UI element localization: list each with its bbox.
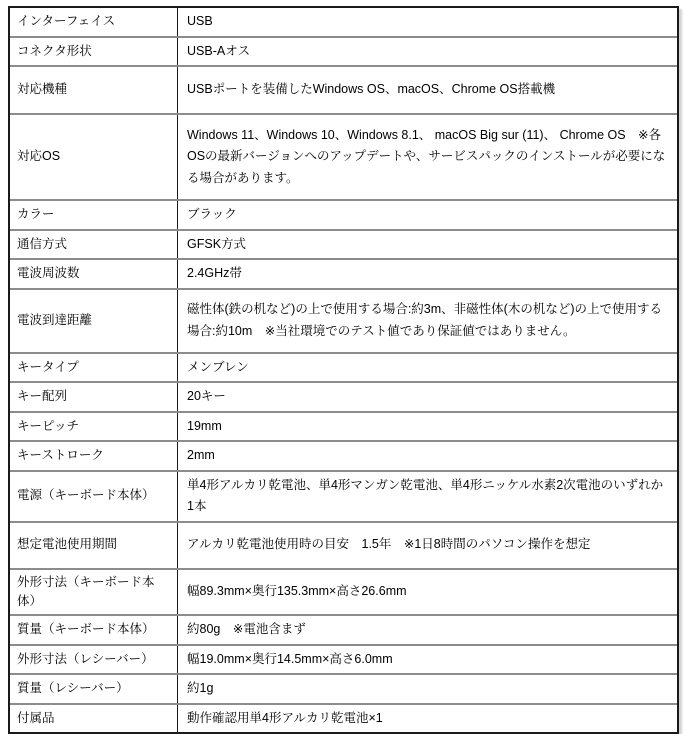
spec-row [10, 231, 677, 261]
spec-row [10, 38, 677, 68]
spec-label-cell: 電源（キーボード本体） [10, 472, 178, 521]
spec-row [10, 523, 677, 570]
spec-value-cell: 約80g ※電池含まず [187, 622, 306, 637]
spec-row [10, 201, 677, 231]
spec-label-cell: キーストローク [10, 442, 178, 470]
spec-row [10, 260, 677, 290]
spec-row [10, 646, 677, 676]
spec-value-cell: 20キー [187, 389, 226, 403]
spec-label-cell: 通信方式 [10, 231, 178, 259]
spec-label-cell: 外形寸法（レシーバー） [10, 646, 178, 674]
spec-value-cell: USB [187, 14, 213, 28]
spec-row [10, 570, 677, 617]
spec-label-cell: 電波周波数 [10, 260, 178, 288]
spec-row [10, 675, 677, 705]
spec-label-cell: キーピッチ [10, 413, 178, 441]
spec-value-cell: Windows 11、Windows 10、Windows 8.1、 macOS Big sur (11)、 Chrome OS ※各OSの最新バージョンへのアップデートや、サービスパックのインストールが必要になる場合があります。 [187, 127, 666, 185]
spec-value-cell: 2mm [187, 448, 215, 462]
spec-row [10, 616, 677, 646]
spec-row [10, 290, 677, 354]
spec-row [10, 383, 677, 413]
spec-value-cell: 動作確認用単4形アルカリ乾電池×1 [187, 710, 383, 725]
spec-label-cell: 対応OS [10, 115, 178, 199]
spec-label-cell: 想定電池使用期間 [10, 523, 178, 568]
spec-value-cell: 幅89.3mm×奥行135.3mm×高さ26.6mm [187, 584, 407, 599]
spec-label-cell: キー配列 [10, 383, 178, 411]
spec-row [10, 67, 677, 115]
spec-label-cell: 付属品 [10, 705, 178, 733]
spec-row [10, 472, 677, 523]
spec-label-cell: 対応機種 [10, 67, 178, 113]
spec-row [10, 413, 677, 443]
spec-value-cell: メンブレン [187, 359, 249, 374]
spec-row [10, 8, 677, 38]
spec-value-cell: ブラック [187, 207, 237, 221]
spec-label-cell: インターフェイス [10, 8, 178, 36]
spec-value-cell: 磁性体(鉄の机など)の上で使用する場合:約3m、非磁性体(木の机など)の上で使用する場合:約10m ※当社環境でのテスト値であり保証値ではありません。 [187, 302, 662, 338]
spec-value-cell: 約1g [187, 681, 214, 696]
spec-value-cell: 2.4GHz帯 [187, 266, 242, 280]
spec-row [10, 442, 677, 472]
spec-label-cell: 質量（キーボード本体） [10, 616, 178, 644]
spec-row [10, 115, 677, 201]
spec-value-cell: 19mm [187, 418, 222, 433]
spec-label-cell: コネクタ形状 [10, 38, 178, 66]
spec-label-cell: キータイプ [10, 354, 178, 382]
spec-row [10, 705, 677, 733]
spec-value-cell: GFSK方式 [187, 236, 247, 251]
spec-label-cell: 質量（レシーバー） [10, 675, 178, 703]
spec-value-cell: 単4形アルカリ乾電池、単4形マンガン乾電池、単4形ニッケル水素2次電池のいずれか1本 [187, 477, 664, 513]
spec-value-cell: USBポートを装備したWindows OS、macOS、Chrome OS搭載機 [187, 82, 556, 97]
spec-value-cell: アルカリ乾電池使用時の目安 1.5年 ※1日8時間のパソコン操作を想定 [187, 537, 591, 552]
product-spec-table [8, 6, 679, 734]
spec-label-cell: 外形寸法（キーボード本体） [10, 570, 178, 615]
spec-row [10, 354, 677, 384]
spec-label-cell: 電波到達距離 [10, 290, 178, 352]
spec-value-cell: USB-Aオス [187, 43, 251, 58]
spec-label-cell: カラー [10, 201, 178, 229]
spec-value-cell: 幅19.0mm×奥行14.5mm×高さ6.0mm [187, 651, 393, 666]
